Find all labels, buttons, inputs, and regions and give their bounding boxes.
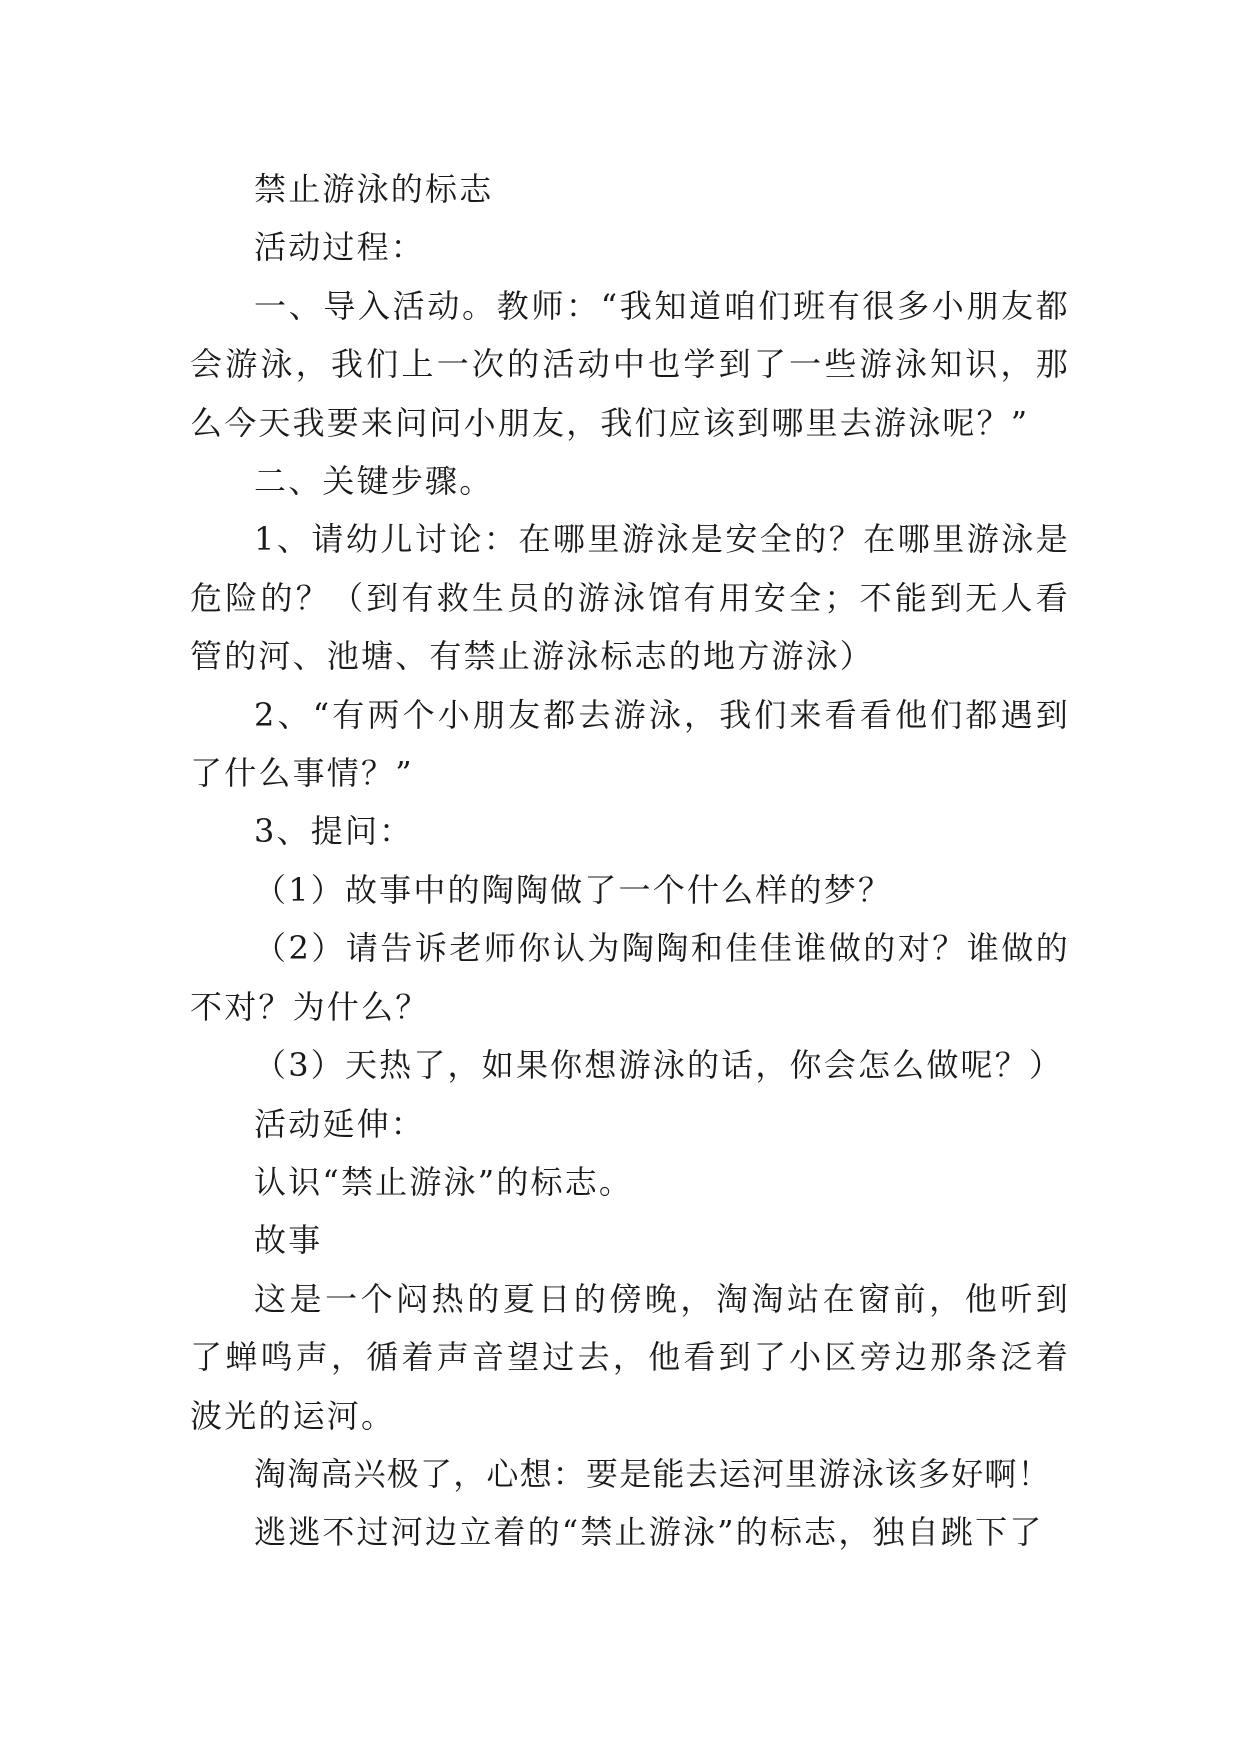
story-paragraph-1: 这是一个闷热的夏日的傍晚，淘淘站在窗前，他听到了蝉鸣声，循着声音望过去，他看到了小区旁边那条泛着波光的运河。 [190,1279,1070,1435]
question-2: （2）请告诉老师你认为陶陶和佳佳谁做的对？谁做的不对？为什么？ [190,929,1070,1026]
story-paragraph-2: 淘淘高兴极了，心想：要是能去运河里游泳该多好啊！ [254,1454,1051,1493]
section-heading-process: 活动过程： [254,228,426,267]
story-paragraph-3: 逃逃不过河边立着的“禁止游泳”的标志，独自跳下了 [254,1513,1044,1552]
paragraph-step-2: 2、“有两个小朋友都去游泳，我们来看看他们都遇到了什么事情？” [190,695,1070,793]
section-heading-extension: 活动延伸： [254,1104,426,1143]
paragraph-intro-activity: 一、导入活动。教师：“我知道咱们班有很多小朋友都会游泳，我们上一次的活动中也学到了一些游泳知识，那么今天我要来问问小朋友，我们应该到哪里去游泳呢？” [190,286,1070,442]
paragraph-extension: 认识“禁止游泳”的标志。 [254,1162,634,1201]
section-heading-key-steps: 二、关键步骤。 [254,462,494,501]
paragraph-step-3: 3、提问： [254,812,414,851]
paragraph-step-1: 1、请幼儿讨论：在哪里游泳是安全的？在哪里游泳是危险的？（到有救生员的游泳馆有用安全；不能到无人看管的河、池塘、有禁止游泳标志的地方游泳） [190,520,1070,676]
question-1: （1）故事中的陶陶做了一个什么样的梦？ [254,870,893,909]
section-heading-story: 故事 [254,1221,323,1260]
question-3: （3）天热了，如果你想游泳的话，你会怎么做呢？） [254,1046,1064,1085]
document-body [190,160,1070,1562]
title-line: 禁止游泳的标志 [254,170,494,208]
